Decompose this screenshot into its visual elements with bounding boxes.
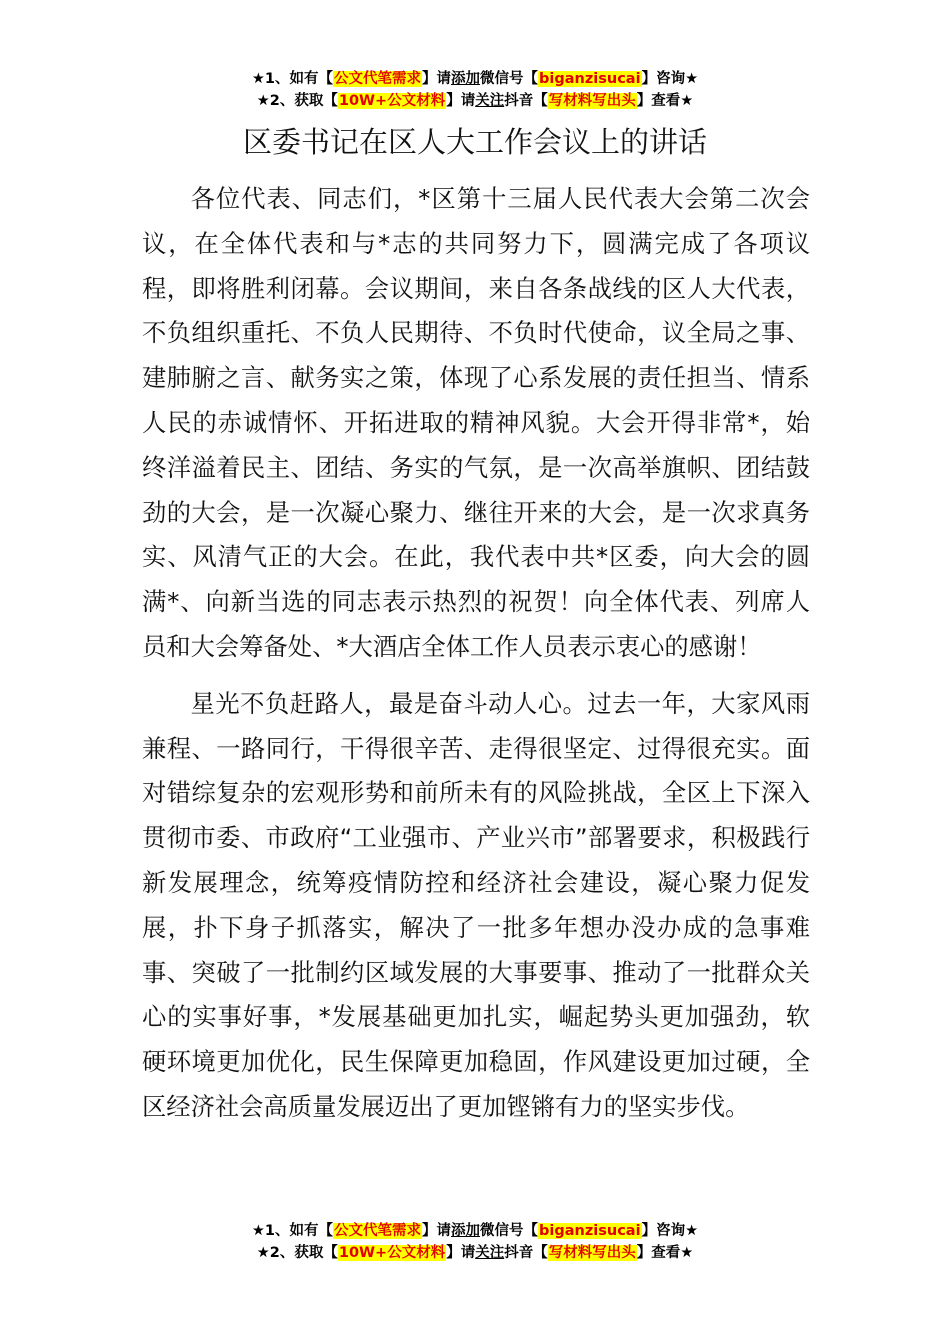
promo-line-2 — [0, 1242, 950, 1264]
promo-highlight-materials: 10W+公文材料 — [338, 93, 446, 109]
promo-line-1 — [0, 68, 950, 90]
document-title: 区委书记在区人大工作会议上的讲话 — [242, 125, 707, 159]
promo-line-2-prefix: ★2、获取【 — [256, 93, 338, 109]
promo-underlined-add: 添加 — [451, 1223, 481, 1239]
promo-line-1-suffix: 】咨询★ — [641, 1223, 699, 1239]
bottom-promo-banner — [0, 1220, 950, 1264]
promo-highlight-douyin-account: 写材料写出头 — [548, 1245, 636, 1261]
promo-line-1-mid: 】请 — [422, 1223, 452, 1239]
promo-line-2 — [0, 90, 950, 112]
promo-line-2-mid2: 抖音【 — [504, 93, 548, 109]
promo-highlight-writing-service: 公文代笔需求 — [334, 1223, 422, 1239]
promo-highlight-wechat-id: biganzisucai — [539, 71, 641, 87]
promo-line-1-mid: 】请 — [422, 71, 452, 87]
promo-highlight-materials: 10W+公文材料 — [338, 1245, 446, 1261]
promo-highlight-wechat-id: biganzisucai — [539, 1223, 641, 1239]
promo-underlined-follow: 关注 — [475, 1245, 505, 1261]
promo-line-1-prefix: ★1、如有【 — [251, 1223, 334, 1239]
promo-line-1-suffix: 】咨询★ — [641, 71, 699, 87]
promo-line-1-mid2: 微信号【 — [480, 1223, 539, 1239]
document-body — [142, 177, 810, 1130]
promo-line-2-suffix: 】查看★ — [636, 93, 694, 109]
promo-underlined-follow: 关注 — [475, 93, 505, 109]
top-promo-banner — [0, 68, 950, 112]
promo-highlight-douyin-account: 写材料写出头 — [548, 93, 636, 109]
promo-line-2-mid: 】请 — [446, 93, 476, 109]
promo-line-1 — [0, 1220, 950, 1242]
promo-line-2-mid: 】请 — [446, 1245, 476, 1261]
promo-line-1-mid2: 微信号【 — [480, 71, 539, 87]
promo-highlight-writing-service: 公文代笔需求 — [334, 71, 422, 87]
promo-line-1-prefix: ★1、如有【 — [251, 71, 334, 87]
paragraph-opening: 各位代表、同志们，*区第十三届人民代表大会第二次会议，在全体代表和与*志的共同努力下，圆满完成了各项议程，即将胜利闭幕。会议期间，来自各条战线的区人大代表，不负组织重托、不负人民期待、不负时代使命，议全局之事、建肺腑之言、献务实之策，体现了心系发展的责任担当、情系人民的赤诚情怀、开拓进取的精神风貌。大会开得非常*，始终洋溢着民主、团结、务实的气氛，是一次高举旗帜、团结鼓劲的大会，是一次凝心聚力、继往开来的大会，是一次求真务实、风清气正的大会。在此，我代表中共*区委，向大会的圆满*、向新当选的同志表示热烈的祝贺！向全体代表、列席人员和大会筹备处、*大酒店全体工作人员表示衷心的感谢！ — [142, 184, 810, 661]
promo-line-2-mid2: 抖音【 — [504, 1245, 548, 1261]
promo-underlined-add: 添加 — [451, 71, 481, 87]
paragraph-review: 星光不负赶路人，最是奋斗动人心。过去一年，大家风雨兼程、一路同行，干得很辛苦、走得很坚定、过得很充实。面对错综复杂的宏观形势和前所未有的风险挑战，全区上下深入贯彻市委、市政府“工业强市、产业兴市”部署要求，积极践行新发展理念，统筹疫情防控和经济社会建设，凝心聚力促发展，扑下身子抓落实，解决了一批多年想办没办成的急事难事、突破了一批制约区域发展的大事要事、推动了一批群众关心的实事好事，*发展基础更加扎实，崛起势头更加强劲，软硬环境更加优化，民生保障更加稳固，作风建设更加过硬，全区经济社会高质量发展迈出了更加铿锵有力的坚实步伐。 — [142, 688, 810, 1121]
promo-line-2-suffix: 】查看★ — [636, 1245, 694, 1261]
promo-line-2-prefix: ★2、获取【 — [256, 1245, 338, 1261]
